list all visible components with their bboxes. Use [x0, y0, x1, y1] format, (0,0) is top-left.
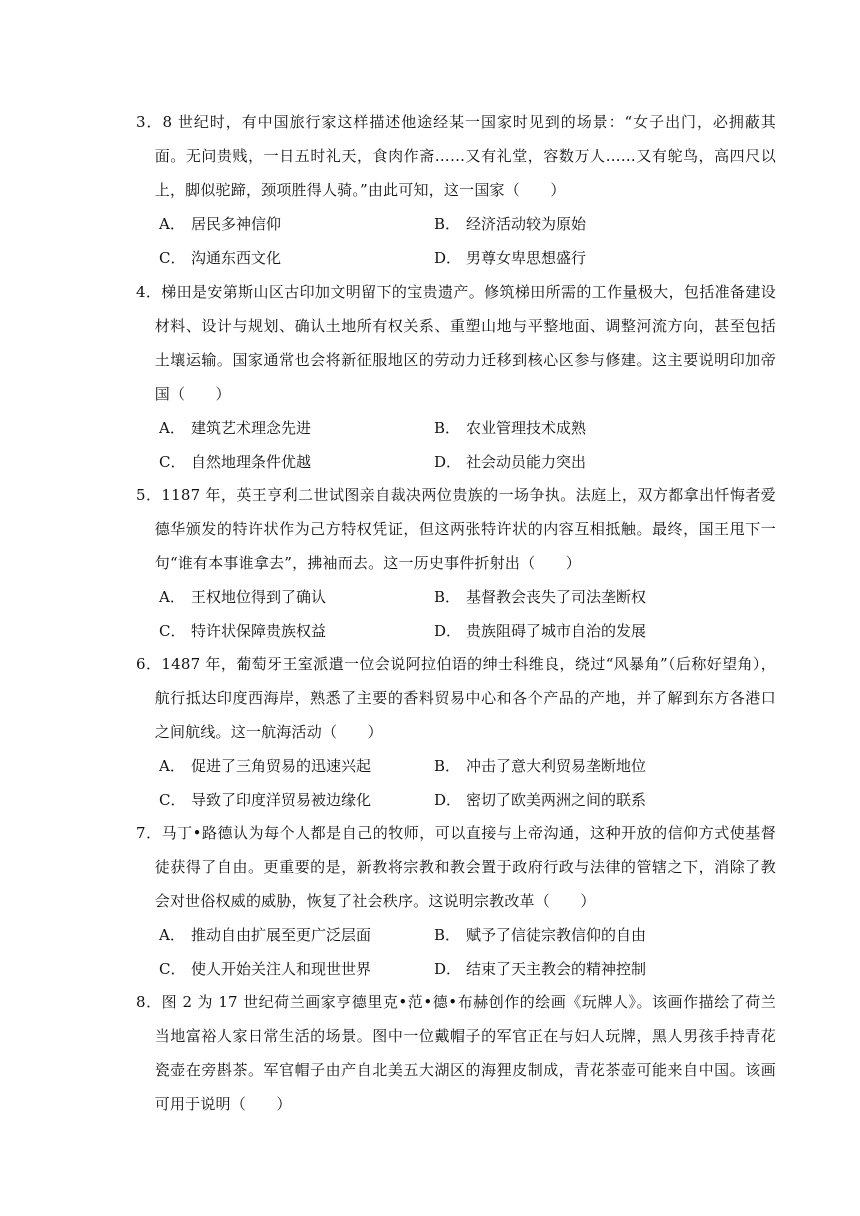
option-text: 经济活动较为原始 — [466, 215, 587, 233]
option-a[interactable] — [159, 411, 311, 445]
option-letter: A． — [159, 926, 185, 944]
option-letter: A． — [159, 757, 185, 775]
option-text: 居民多神信仰 — [191, 215, 282, 233]
option-c[interactable] — [159, 445, 311, 479]
option-letter: C． — [159, 249, 186, 267]
option-c[interactable] — [159, 783, 371, 817]
question-5 — [136, 478, 776, 648]
option-d[interactable] — [434, 783, 646, 817]
option-letter: A． — [159, 419, 185, 437]
option-text: 自然地理条件优越 — [191, 453, 312, 471]
option-a[interactable] — [159, 207, 281, 241]
option-text: 特许状保障贵族权益 — [191, 622, 327, 640]
options — [159, 749, 776, 817]
option-a[interactable] — [159, 580, 326, 614]
question-3 — [136, 105, 776, 275]
options — [159, 580, 776, 648]
option-c[interactable] — [159, 952, 371, 986]
option-a[interactable] — [159, 918, 371, 952]
option-b[interactable] — [434, 411, 586, 445]
question-stem: 3．8 世纪时，有中国旅行家这样描述他途经某一国家时见到的场景：“女子出门，必拥蔽其面。无问贵贱，一日五时礼天，食肉作斋……又有礼堂，容数万人……又有鸵鸟，高四尺以上，脚似驼蹄，颈项胜得人骑。”由此可知，这一国家（ ） — [136, 113, 776, 199]
question-stem: 5．1187 年，英王亨利二世试图亲自裁决两位贵族的一场争执。法庭上，双方都拿出忏悔者爱德华颁发的特许状作为己方特权凭证，但这两张特许状的内容互相抵触。最终，国王甩下一句“谁有本事谁拿去”，拂袖而去。这一历史事件折射出（ ） — [136, 486, 776, 572]
options — [159, 918, 776, 986]
option-letter: D． — [434, 453, 462, 471]
option-letter: B． — [434, 588, 461, 606]
option-text: 基督教会丧失了司法垄断权 — [466, 588, 647, 606]
option-text: 赋予了信徒宗教信仰的自由 — [466, 926, 647, 944]
option-d[interactable] — [434, 952, 646, 986]
option-letter: B． — [434, 926, 461, 944]
option-letter: A． — [159, 588, 185, 606]
option-text: 男尊女卑思想盛行 — [466, 249, 587, 267]
question-6 — [136, 647, 776, 817]
option-c[interactable] — [159, 614, 326, 648]
option-letter: C． — [159, 622, 186, 640]
options — [159, 411, 776, 479]
option-b[interactable] — [434, 918, 646, 952]
option-b[interactable] — [434, 749, 646, 783]
option-letter: C． — [159, 453, 186, 471]
question-8 — [136, 985, 776, 1121]
option-d[interactable] — [434, 614, 646, 648]
option-letter: D． — [434, 791, 462, 809]
option-text: 使人开始关注人和现世世界 — [191, 960, 372, 978]
option-text: 密切了欧美两洲之间的联系 — [466, 791, 647, 809]
option-d[interactable] — [434, 241, 586, 275]
question-7 — [136, 816, 776, 986]
options — [159, 207, 776, 275]
option-text: 促进了三角贸易的迅速兴起 — [191, 757, 372, 775]
question-stem: 4．梯田是安第斯山区古印加文明留下的宝贵遗产。修筑梯田所需的工作量极大，包括准备建设材料、设计与规划、确认土地所有权关系、重塑山地与平整地面、调整河流方向，甚至包括土壤运输。国家通常也会将新征服地区的劳动力迁移到核心区参与修建。这主要说明印加帝国（ ） — [136, 283, 776, 403]
question-stem: 6．1487 年，葡萄牙王室派遣一位会说阿拉伯语的绅士科维良，绕过“风暴角”（后称好望角），航行抵达印度西海岸，熟悉了主要的香料贸易中心和各个产品的产地，并了解到东方各港口之间航线。这一航海活动（ ） — [136, 655, 776, 741]
option-text: 王权地位得到了确认 — [191, 588, 327, 606]
option-b[interactable] — [434, 207, 586, 241]
option-a[interactable] — [159, 749, 371, 783]
option-letter: D． — [434, 960, 462, 978]
option-letter: B． — [434, 215, 461, 233]
option-b[interactable] — [434, 580, 646, 614]
option-letter: C． — [159, 960, 186, 978]
option-text: 农业管理技术成熟 — [466, 419, 587, 437]
option-d[interactable] — [434, 445, 586, 479]
option-letter: C． — [159, 791, 186, 809]
option-letter: A． — [159, 215, 185, 233]
option-text: 结束了天主教会的精神控制 — [466, 960, 647, 978]
question-stem: 7．马丁•路德认为每个人都是自己的牧师，可以直接与上帝沟通，这种开放的信仰方式使基督徒获得了自由。更重要的是，新教将宗教和教会置于政府行政与法律的管辖之下，消除了教会对世俗权威的威胁，恢复了社会秩序。这说明宗教改革（ ） — [136, 824, 776, 910]
option-letter: D． — [434, 249, 462, 267]
option-text: 社会动员能力突出 — [466, 453, 587, 471]
question-stem: 8．图 2 为 17 世纪荷兰画家亨德里克•范•德•布赫创作的绘画《玩牌人》。该画作描绘了荷兰当地富裕人家日常生活的场景。图中一位戴帽子的军官正在与妇人玩牌，黑人男孩手持青花瓷壶在旁斟茶。军官帽子由产自北美五大湖区的海狸皮制成，青花茶壶可能来自中国。该画可用于说明（ ） — [136, 993, 776, 1113]
option-text: 冲击了意大利贸易垄断地位 — [466, 757, 647, 775]
option-text: 导致了印度洋贸易被边缘化 — [191, 791, 372, 809]
option-letter: B． — [434, 419, 461, 437]
option-text: 推动自由扩展至更广泛层面 — [191, 926, 372, 944]
question-4 — [136, 275, 776, 479]
option-c[interactable] — [159, 241, 281, 275]
option-letter: B． — [434, 757, 461, 775]
option-text: 建筑艺术理念先进 — [191, 419, 312, 437]
option-letter: D． — [434, 622, 462, 640]
option-text: 沟通东西文化 — [191, 249, 282, 267]
option-text: 贵族阻碍了城市自治的发展 — [466, 622, 647, 640]
